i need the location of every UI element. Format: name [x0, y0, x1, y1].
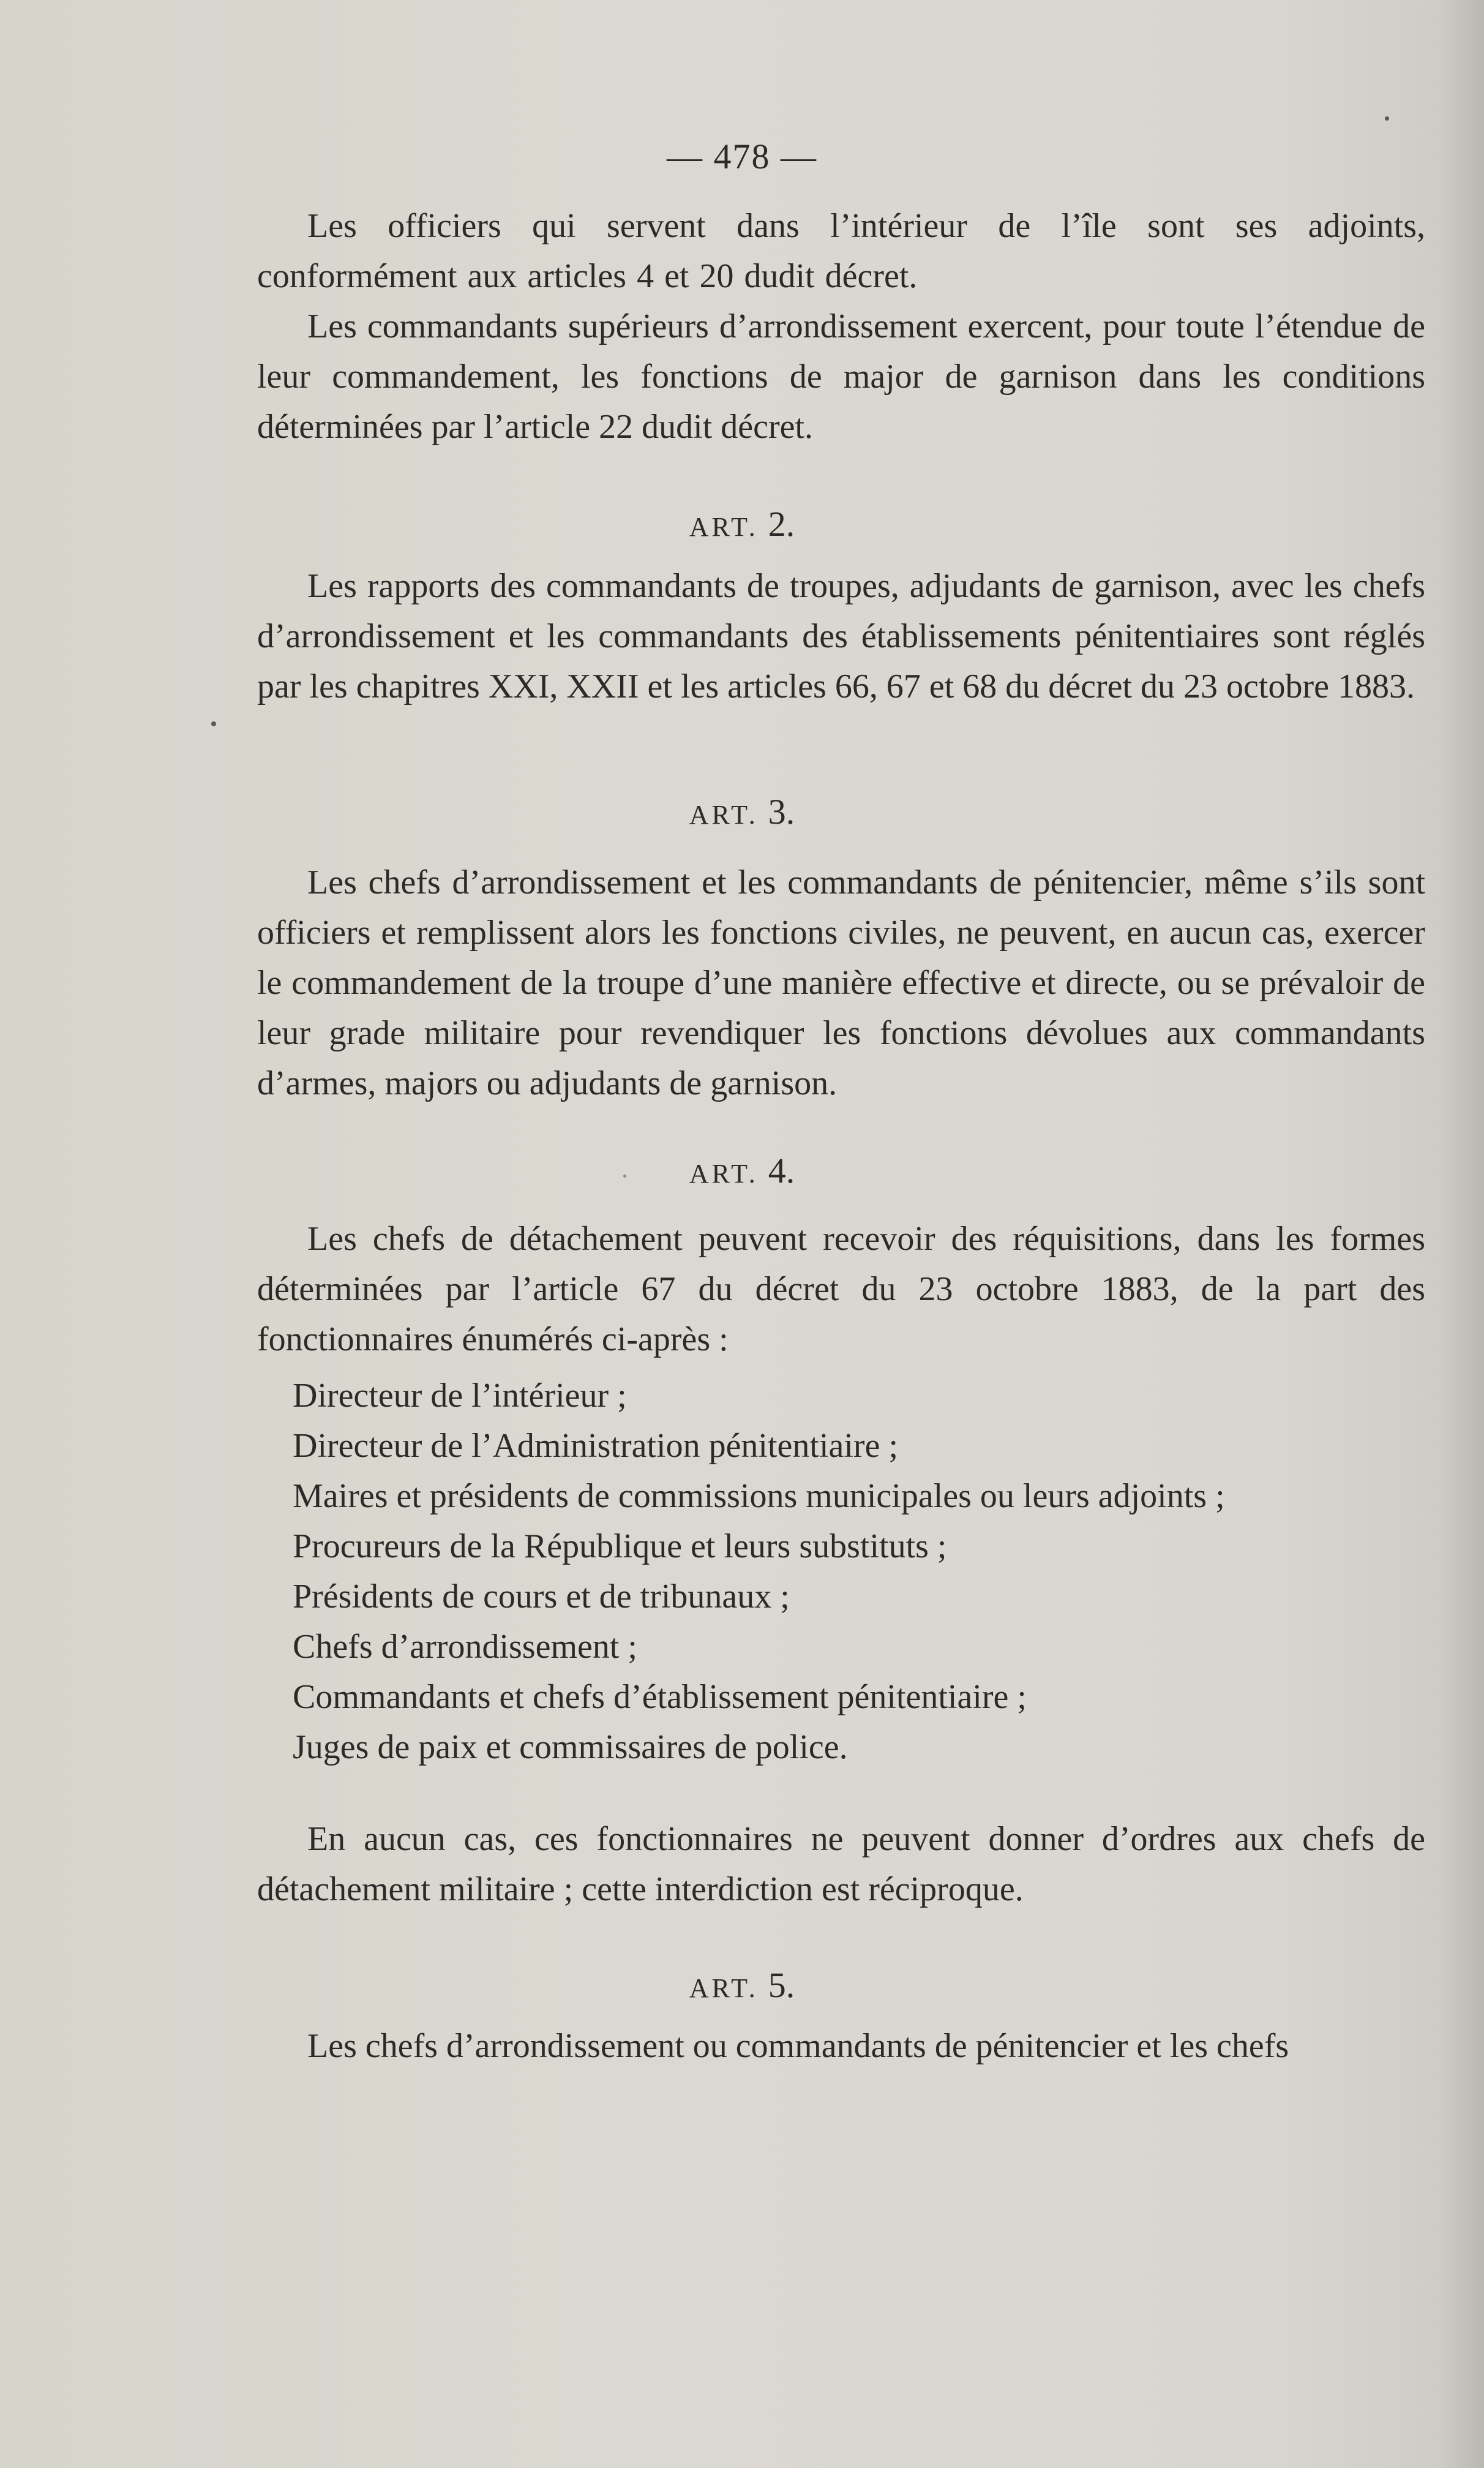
article-2-paragraph: Les rapports des commandants de troupes, adjudants de garnison, avec les chefs d’arrondissement et les commandants des établissements pénitentiaires sont réglés par les chapitres XXI, XXII et les articles 66, 67 et 68 du décret du 23 octobre 1883.	[257, 567, 1425, 705]
officials-list	[293, 1371, 1425, 1772]
list-item: Maires et présidents de commissions municipales ou leurs adjoints ;	[293, 1477, 1225, 1515]
article-4-paragraph: Les chefs de détachement peuvent recevoir des réquisitions, dans les formes déterminées par l’article 67 du décret du 23 octobre 1883, de la part des fonctionnaires énumérés ci-après :	[257, 1220, 1425, 1358]
article-5-block	[257, 2021, 1425, 2071]
article-4-closing-block	[257, 1814, 1425, 1914]
intro-paragraph-2: Les commandants supérieurs d’arrondissement exercent, pour toute l’étendue de leur commandement, les fonctions de major de garnison dans les conditions déterminées par l’article 22 dudit décret.	[257, 307, 1425, 446]
list-item: Commandants et chefs d’établissement pénitentiaire ;	[293, 1678, 1027, 1716]
list-item: Juges de paix et commissaires de police.	[293, 1728, 848, 1766]
list-item: Directeur de l’Administration pénitentiaire ;	[293, 1427, 898, 1465]
page-number: — 478 —	[667, 137, 817, 176]
paper-speck	[1385, 116, 1389, 121]
article-number: 2.	[768, 504, 795, 544]
list-item: Procureurs de la République et leurs substituts ;	[293, 1527, 947, 1565]
list-item: Présidents de cours et de tribunaux ;	[293, 1578, 790, 1616]
article-number: 3.	[768, 792, 795, 832]
list-item: Chefs d’arrondissement ;	[293, 1628, 637, 1666]
article-2-heading	[0, 503, 1484, 544]
list-item: Directeur de l’intérieur ;	[293, 1377, 627, 1415]
paper-speck	[211, 721, 216, 726]
article-3-paragraph: Les chefs d’arrondissement et les commandants de pénitencier, même s’ils sont officiers et remplissent alors les fonctions civiles, ne peuvent, en aucun cas, exercer le commandement de la troupe d’une manière effective et directe, ou se prévaloir de leur grade militaire pour revendiquer les fonctions dévolues aux commandants d’armes, majors ou adjudants de garnison.	[257, 863, 1425, 1102]
article-2-block	[257, 561, 1425, 712]
article-4-heading	[0, 1150, 1484, 1191]
article-number: 5.	[768, 1965, 795, 2005]
article-label: ART.	[689, 1973, 759, 2003]
article-4-closing-paragraph: En aucun cas, ces fonctionnaires ne peuvent donner d’ordres aux chefs de détachement militaire ; cette interdiction est réciproque.	[257, 1820, 1425, 1908]
article-3-heading	[0, 791, 1484, 832]
article-label: ART.	[689, 1159, 759, 1189]
page-edge-shadow	[1441, 0, 1484, 2468]
intro-paragraph-1: Les officiers qui servent dans l’intérieur de l’île sont ses adjoints, conformément aux articles 4 et 20 dudit décret.	[257, 207, 1425, 295]
article-label: ART.	[689, 800, 759, 830]
article-number: 4.	[768, 1151, 795, 1191]
article-label: ART.	[689, 512, 759, 542]
article-5-heading	[0, 1965, 1484, 2006]
article-4-block	[257, 1214, 1425, 1364]
article-5-paragraph: Les chefs d’arrondissement ou commandants de pénitencier et les chefs	[307, 2027, 1289, 2065]
intro-block	[257, 201, 1425, 452]
article-3-block	[257, 857, 1425, 1108]
